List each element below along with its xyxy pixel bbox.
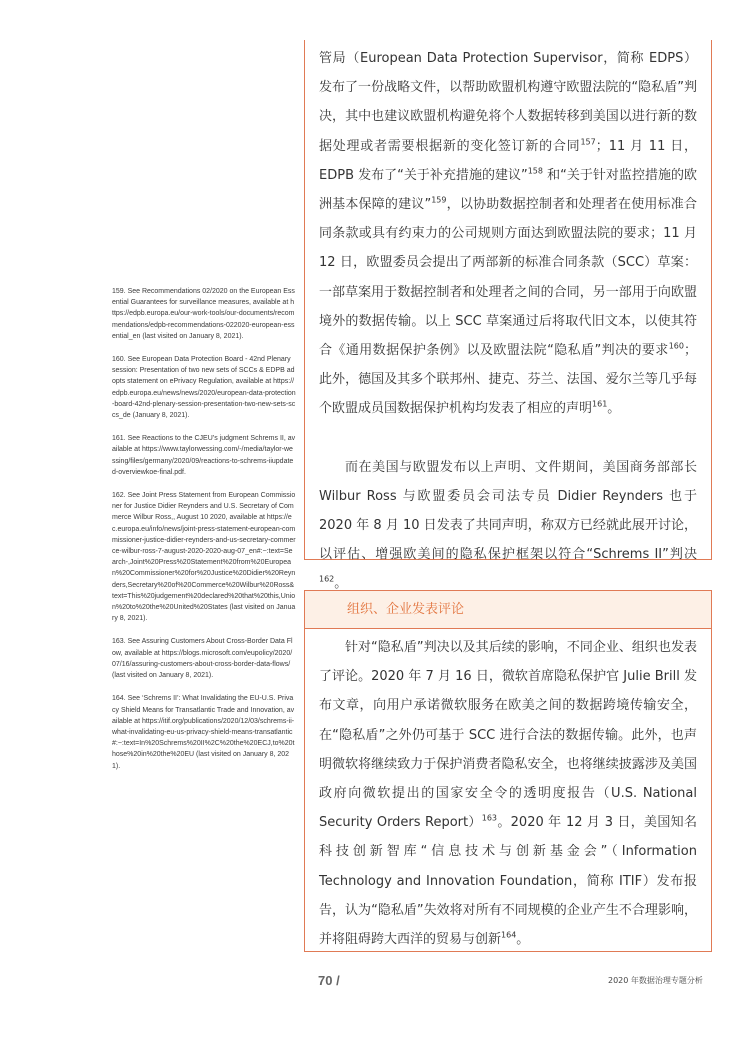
paragraph-joint-statement [319,453,697,599]
footnote-ref-164: 164 [501,930,517,940]
text-run: 而在美国与欧盟发布以上声明、文件期间，美国商务部部长 Wilbur Ross 与欧盟委员会司法专员 Didier Reynders 也于 2020 年 8 月 10 日发表了共同声明，称双方已经就此展开讨论，以评估、增强欧美间的隐私保护框架以符合“Schrems II”判决 [319,459,697,563]
section-heading: 组织、企业发表评论 [305,591,711,629]
content-box-comments [304,590,712,952]
text-run: 和“关于针对监控措施的欧洲基本保障的建议” [319,167,697,213]
footnote-161: 161. See Reactions to the CJEU’s judgment Schrems II, available at https://www.taylorwessing.com/-/media/taylor-wessing/files/germany/2020/09/reactions-to-schrems-iiupdated-overviewkoe-final.pdf. [112,435,296,476]
content-box-eu-response [304,40,712,592]
paragraph-company-comments [319,633,697,954]
footnote-162: 162. See Joint Press Statement from European Commissioner for Justice Didier Reynders and U.S. Secretary of Commerce Wilbur Ross,, August 10 2020, available at https://ec.europa.eu/info/news/joint-press-statement-european-commissioner-justice-didier-reynders-and-us-secretary-commerce-wilbur-ross-7-august-2020-2020-aug-07_en#:~:text=Search-,Joint%20Press%20Statement%20from%20European%20Commissioner%20for%20Justice%20Didier%20Reynders,Secretary%20of%20Commerce%20Wilbur%20Ross&text=This%20judgement%20declared%20that%20this,Union%20to%20the%20United%20States (last visited on January 8, 2021). [112,492,296,623]
footnote-ref-161: 161 [592,400,608,410]
footnote-ref-163: 163 [481,813,498,823]
text-run: 。 [516,932,530,948]
paragraph-spacer [319,424,697,453]
footnotes [112,286,296,784]
text-run: ；11 月 11 日，EDPB 发布了“关于补充措施的建议” [319,138,697,183]
section-body [305,629,711,954]
footnote-159: 159. See Recommendations 02/2020 on the European Essential Guarantees for surveillance measures, available at https://edpb.europa.eu/our-work-tools/our-documents/recommendations/edpb-recommendations-022020-european-essential_en (last visited on January 8, 2021). [112,288,295,340]
text-run: 针对“隐私盾”判决以及其后续的影响，不同企业、组织也发表了评论。2020 年 7 月 16 日，微软首席隐私保护官 Julie Brill 发布文章，向用户承诺微软服务在欧美之间的数据跨境传输安全，在“隐私盾”之外仍可基于 SCC 进行合法的数据传输。此外，也声明微软将继续致力于保护消费者隐私安全，也将继续披露涉及美国政府向微软提出的国家安全令的透明度报告（U.S. National Security Orders Report） [319,640,697,831]
text-run: 。 [334,576,348,592]
running-title: 2020 年数据治理专题分析 [608,976,703,985]
text-run: ；此外，德国及其多个联邦州、捷克、芬兰、法国、爱尔兰等几乎每个欧盟成员国数据保护机构均发表了相应的声明 [319,343,697,417]
footnote-ref-157: 157 [580,137,596,147]
footnote-ref-162: 162 [319,575,335,585]
text-run: 。 [607,401,621,417]
text-run: 管局（European Data Protection Supervisor，简称 EDPS）发布了一份战略文件，以帮助欧盟机构遵守欧盟法院的“隐私盾”判决，其中也建议欧盟机构避免将个人数据转移到美国以进行新的数据处理或者需要根据新的变化签订新的合同 [319,51,697,154]
footnote-163: 163. See Assuring Customers About Cross-Border Data Flow, available at https://blogs.microsoft.com/eupolicy/2020/07/16/assuring-customers-about-cross-border-data-flows/ (last visited on January 8, 2021). [112,638,293,680]
footnote-ref-158: 158 [527,166,543,176]
footnote-160: 160. See European Data Protection Board - 42nd Plenary session: Presentation of two new sets of SCCs & EDPB adopts statement on ePrivacy Regulation, available at https://edpb.europa.eu/news/news/2020/european-data-protection-board-42nd-plenary-session-presentation-two-new-sets-sccs_de (January 8, 2021). [112,356,296,420]
footnote-ref-160: 160 [668,341,684,351]
footnote-ref-159: 159 [431,195,447,205]
page-number: 70 / [318,973,340,988]
footnote-164: 164. See ‘Schrems II’: What Invalidating the EU-U.S. Privacy Shield Means for Transatlantic Trade and Innovation, available at https://itif.org/publications/2020/12/03/schrems-ii-what-invalidating-eu-us-privacy-shield-means-transatlantic#:~:text=In%20Schrems%20II%2C%20the%20ECJ,to%20those%20in%20the%20EU (last visited on January 8, 2021). [112,695,295,770]
text-run: 。2020 年 12 月 3 日，美国知名科技创新智库“信息技术与创新基金会”（Information Technology and Innovation Foundation，简称 ITIF）发布报告，认为“隐私盾”失效将对所有不同规模的企业产生不合理影响，并将阻碍跨大西洋的贸易与创新 [319,815,697,948]
text-run: ，以协助数据控制者和处理者在使用标准合同条款或具有约束力的公司规则方面达到欧盟法院的要求；11 月 12 日，欧盟委员会提出了两部新的标准合同条款（SCC）草案：一部草案用于数据控制者和处理者之间的合同，另一部用于向欧盟境外的数据传输。以上 SCC 草案通过后将取代旧文本，以使其符合《通用数据保护条例》以及欧盟法院“隐私盾”判决的要求 [319,197,697,359]
paragraph-eu-measures [319,44,697,424]
